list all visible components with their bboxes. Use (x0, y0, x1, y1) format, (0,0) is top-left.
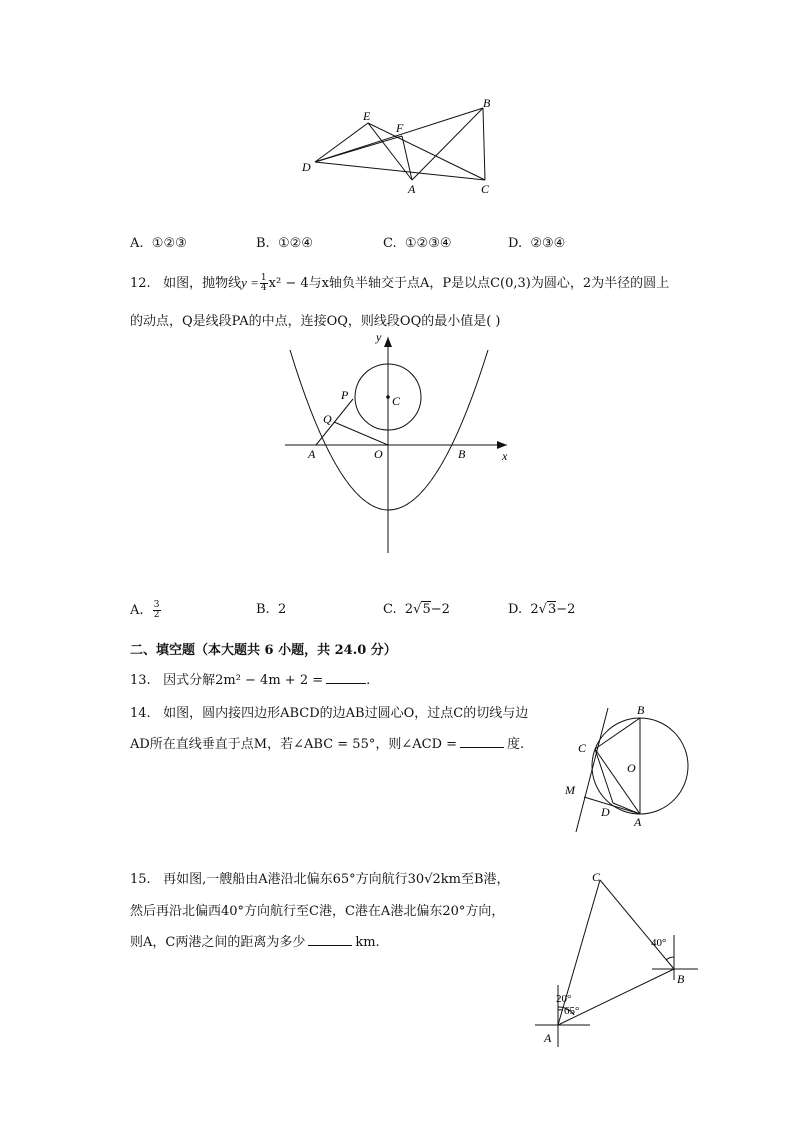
label-P: P (341, 388, 349, 402)
q11-option-c[interactable]: C. ①②③④ (383, 236, 452, 251)
answer-blank-q13[interactable] (326, 671, 366, 684)
q13: 13. 因式分解2m² − 4m + 2 = . (130, 673, 371, 688)
figure-q14 (560, 700, 695, 832)
label-A: A (308, 447, 316, 461)
label-A: A (634, 815, 642, 829)
label-O: O (627, 761, 636, 775)
label-F: F (396, 121, 404, 135)
q11-option-d[interactable]: D. ②③④ (508, 236, 566, 251)
section-heading: 二、填空题（本大题共 6 小题，共 24.0 分） (130, 643, 397, 658)
label-B: B (637, 703, 645, 717)
label-D: D (302, 160, 311, 174)
q11-option-b[interactable]: B. ①②④ (256, 236, 313, 251)
figure-q11 (290, 95, 510, 200)
label-A: A (544, 1031, 552, 1045)
q14-line1: 14. 如图，圆内接四边形ABCD的边AB过圆心O，过点C的切线与边 (130, 706, 529, 721)
label-B: B (677, 972, 685, 986)
answer-blank-q15[interactable] (308, 933, 352, 946)
angle-20: 20° (556, 993, 572, 1005)
figure-q15 (530, 865, 700, 1050)
q12-fraction: $\frac{1}{4}$ (260, 273, 267, 293)
figure-q12 (275, 325, 525, 560)
label-B: B (483, 96, 491, 110)
label-E: E (363, 109, 371, 123)
answer-blank-q14[interactable] (460, 735, 504, 748)
angle-65: 65° (564, 1005, 580, 1017)
label-y: y (376, 330, 382, 344)
q12-option-c[interactable]: C. 2√5−2 (383, 602, 450, 617)
label-B: B (458, 447, 466, 461)
label-x: x (502, 449, 508, 463)
q15-line2: 然后再沿北偏西40°方向航行至C港，C港在A港北偏东20°方向， (130, 904, 505, 919)
label-Q: Q (323, 412, 332, 426)
label-C: C (578, 741, 587, 755)
q12-line1: 12. 如图，抛物线y = $\frac{1}{4}$ x² − 4与x轴负半轴交于点A，P是以点C(0,3)为圆心，2为半径的圆上 (130, 273, 670, 293)
q14-line2: AD所在直线垂直于点M，若∠ABC = 55°，则∠ACD = 度. (130, 737, 525, 752)
label-D: D (601, 805, 610, 819)
label-C: C (392, 394, 401, 408)
label-C: C (481, 182, 490, 196)
label-O: O (374, 447, 383, 461)
label-A: A (408, 182, 416, 196)
label-C: C (592, 870, 601, 884)
q12-option-d[interactable]: D. 2√3−2 (508, 602, 576, 617)
q12-line2: 的动点，Q是线段PA的中点，连接OQ，则线段OQ的最小值是( ) (130, 314, 501, 329)
angle-40: 40° (651, 937, 667, 949)
q11-option-a[interactable]: A. ①②③ (130, 236, 187, 251)
q15-line3: 则A，C两港之间的距离为多少 km. (130, 935, 380, 950)
q12-option-b[interactable]: B. 2 (256, 602, 287, 617)
label-M: M (565, 783, 575, 797)
q12-option-a[interactable]: A. $\frac{3}{2}$ (130, 600, 160, 620)
q15-line1: 15. 再如图,一艘船由A港沿北偏东65°方向航行30√2km至B港， (130, 872, 510, 887)
